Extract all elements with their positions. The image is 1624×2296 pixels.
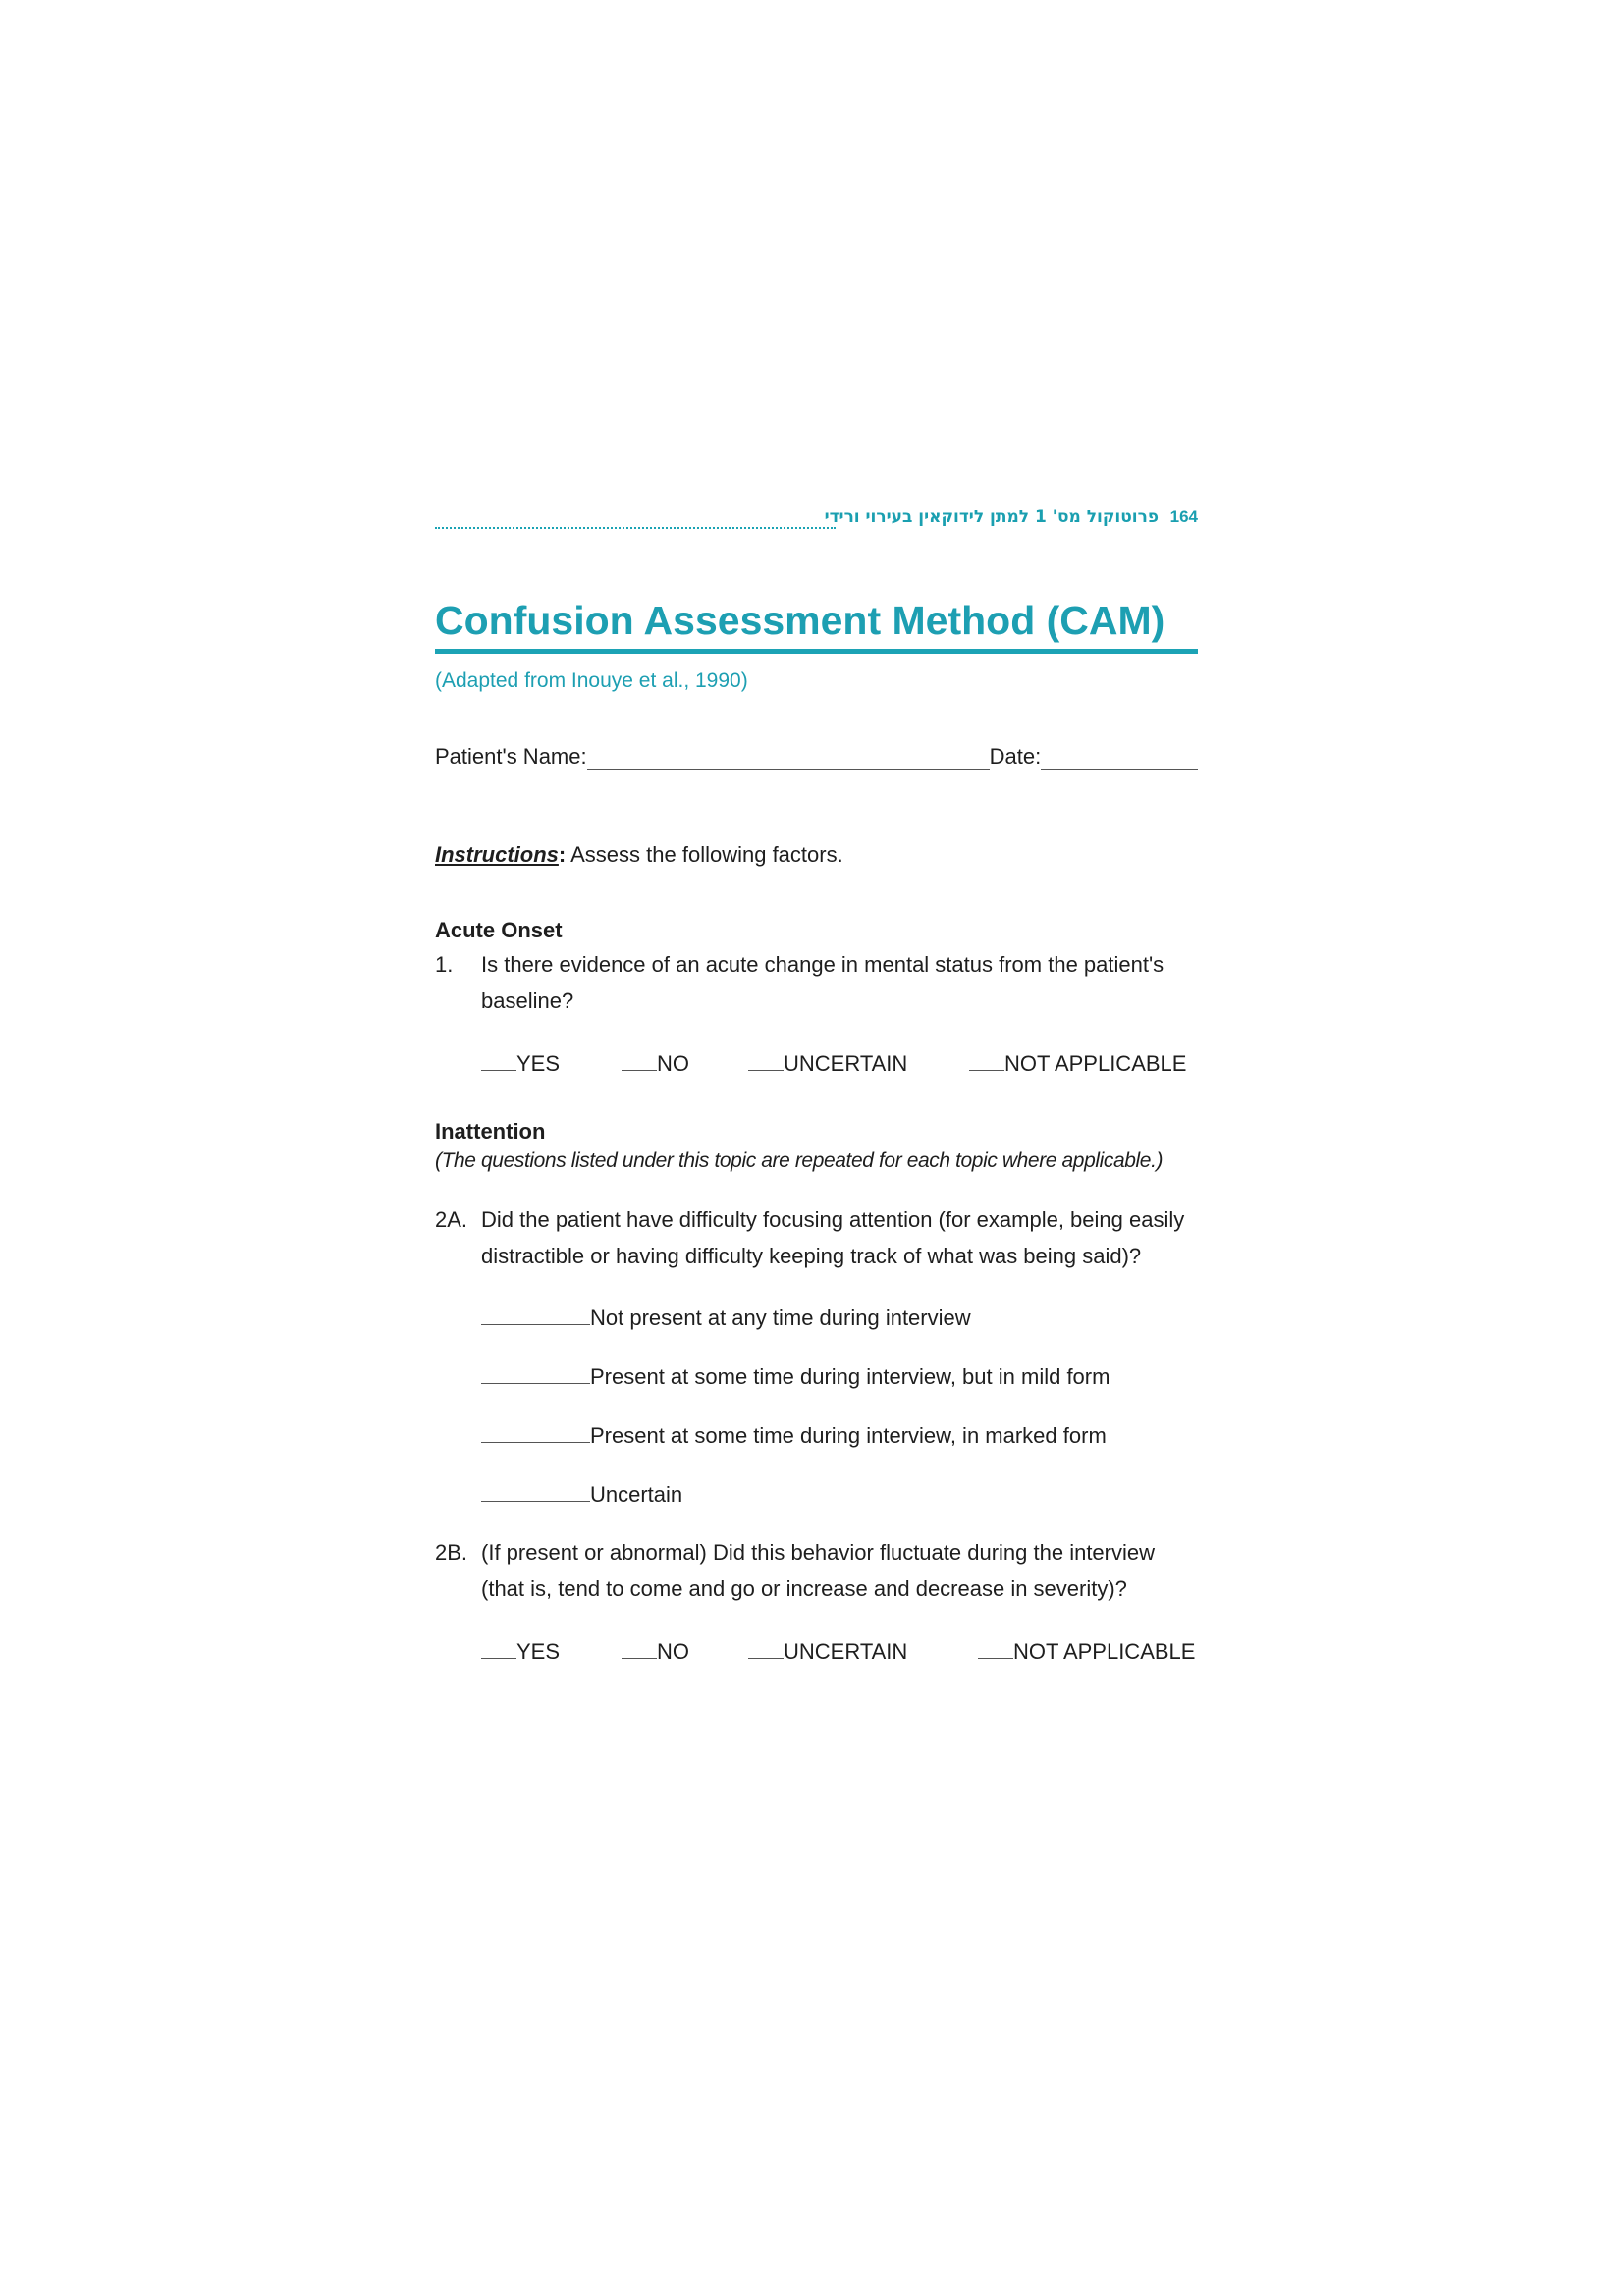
answer-blank[interactable] <box>622 1638 657 1659</box>
option-label: NO <box>657 1639 689 1664</box>
section-heading-acute-onset: Acute Onset <box>435 918 563 942</box>
patient-name-field[interactable] <box>587 745 990 770</box>
answer-blank[interactable] <box>969 1050 1004 1071</box>
rating-label: Present at some time during interview, in marked form <box>590 1423 1107 1448</box>
answer-blank[interactable] <box>481 1363 590 1384</box>
rating-label: Present at some time during interview, but in mild form <box>590 1364 1110 1389</box>
answer-blank[interactable] <box>481 1050 516 1071</box>
page-number: 164 <box>1169 507 1198 526</box>
rating-label: Not present at any time during interview <box>590 1306 971 1330</box>
answer-blank[interactable] <box>481 1422 590 1443</box>
option-not-applicable[interactable] <box>969 1050 1186 1077</box>
option-label: UNCERTAIN <box>784 1051 908 1076</box>
answer-blank[interactable] <box>748 1638 784 1659</box>
option-no[interactable] <box>622 1638 689 1665</box>
option-yes[interactable] <box>481 1638 560 1665</box>
running-header-title: פרוטוקול מס' 1 למתן לידוקאין בעירוי ורידי <box>824 507 1159 527</box>
question-text: (If present or abnormal) Did this behavior fluctuate during the interview (that is, tend to come and go or increase and decrease in severity)? <box>481 1540 1156 1601</box>
answer-blank[interactable] <box>481 1481 590 1502</box>
instructions-colon: : <box>558 842 567 867</box>
instructions-text: Assess the following factors. <box>566 842 843 867</box>
option-label: NOT APPLICABLE <box>1013 1639 1196 1664</box>
answer-blank[interactable] <box>481 1638 516 1659</box>
inattention-note: (The questions listed under this topic are repeated for each topic where applicable.) <box>435 1149 1164 1172</box>
answer-blank[interactable] <box>978 1638 1013 1659</box>
page-title: Confusion Assessment Method (CAM) <box>435 599 1198 654</box>
option-not-applicable[interactable] <box>978 1638 1195 1665</box>
option-label: YES <box>516 1639 561 1664</box>
instructions <box>435 842 843 868</box>
answer-blank[interactable] <box>481 1305 590 1325</box>
rating-not-present[interactable] <box>481 1305 971 1331</box>
option-label: NOT APPLICABLE <box>1004 1051 1187 1076</box>
running-header <box>435 506 1198 535</box>
date-label: Date: <box>989 744 1042 769</box>
page-subtitle: (Adapted from Inouye et al., 1990) <box>435 669 748 692</box>
instructions-label: Instructions <box>435 842 559 867</box>
patient-fields <box>435 744 1198 770</box>
answer-blank[interactable] <box>622 1050 657 1071</box>
section-heading-inattention: Inattention <box>435 1119 546 1144</box>
question-number: 2B. <box>435 1540 468 1565</box>
rating-mild[interactable] <box>481 1363 1110 1390</box>
question-number: 2A. <box>435 1207 468 1232</box>
question-text: Did the patient have difficulty focusing attention (for example, being easily distractible or having difficulty keeping track of what was being said)? <box>481 1207 1185 1268</box>
option-label: NO <box>657 1051 689 1076</box>
answer-blank[interactable] <box>748 1050 784 1071</box>
rating-uncertain[interactable] <box>481 1481 682 1508</box>
dotted-leader <box>435 511 836 529</box>
option-label: UNCERTAIN <box>784 1639 908 1664</box>
date-field[interactable] <box>1041 745 1198 770</box>
question-1 <box>435 946 1198 1019</box>
option-yes[interactable] <box>481 1050 560 1077</box>
option-uncertain[interactable] <box>748 1050 907 1077</box>
question-2b <box>435 1534 1198 1607</box>
question-text: Is there evidence of an acute change in mental status from the patient's baseline? <box>481 952 1164 1013</box>
document-page <box>435 0 1198 2296</box>
patient-name-label: Patient's Name: <box>435 744 587 769</box>
option-uncertain[interactable] <box>748 1638 907 1665</box>
rating-label: Uncertain <box>590 1482 683 1507</box>
option-no[interactable] <box>622 1050 689 1077</box>
option-label: YES <box>516 1051 561 1076</box>
question-number: 1. <box>435 952 454 977</box>
question-2a <box>435 1201 1198 1274</box>
rating-marked[interactable] <box>481 1422 1107 1449</box>
